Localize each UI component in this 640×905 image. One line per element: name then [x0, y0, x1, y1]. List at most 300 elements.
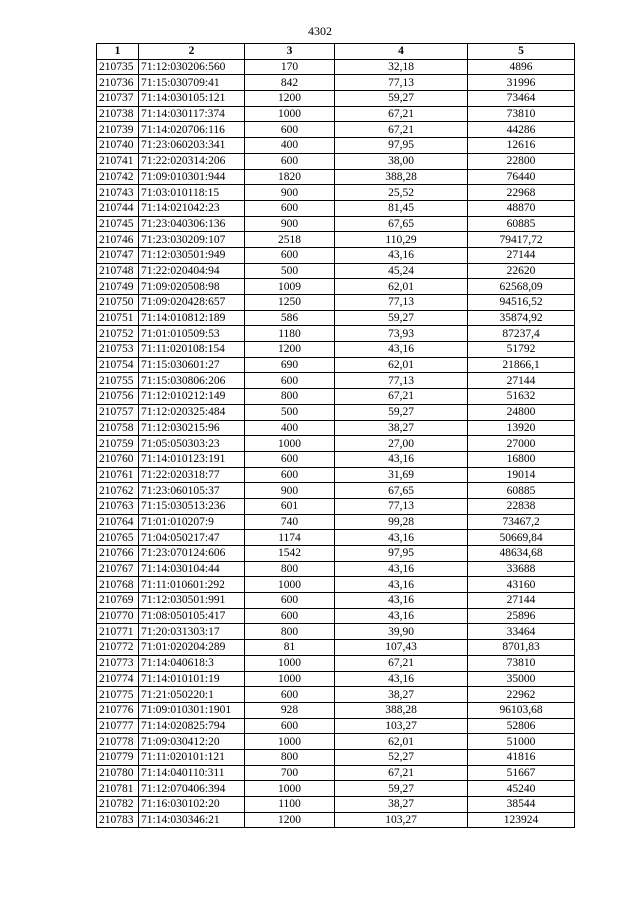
table-row — [97, 295, 575, 311]
value-cell: 31996 — [468, 75, 575, 91]
rate-cell: 103,27 — [335, 812, 468, 828]
row-number-cell: 210751 — [97, 310, 139, 326]
rate-cell: 103,27 — [335, 718, 468, 734]
row-number-cell: 210770 — [97, 608, 139, 624]
cadastral-number-cell: 71:12:030215:96 — [139, 420, 245, 436]
rate-cell: 38,27 — [335, 420, 468, 436]
row-number-cell: 210767 — [97, 561, 139, 577]
value-cell: 51792 — [468, 342, 575, 358]
table-row — [97, 310, 575, 326]
header-row — [97, 44, 575, 60]
cadastral-number-cell: 71:22:020314:206 — [139, 153, 245, 169]
table-row — [97, 655, 575, 671]
cadastral-number-cell: 71:23:030209:107 — [139, 232, 245, 248]
value-cell: 13920 — [468, 420, 575, 436]
row-number-cell: 210757 — [97, 404, 139, 420]
value-cell: 48634,68 — [468, 546, 575, 562]
row-number-cell: 210774 — [97, 671, 139, 687]
cadastral-number-cell: 71:15:030513:236 — [139, 498, 245, 514]
table-row — [97, 781, 575, 797]
value-cell: 123924 — [468, 812, 575, 828]
table-row — [97, 357, 575, 373]
value-cell: 41816 — [468, 749, 575, 765]
rate-cell: 59,27 — [335, 310, 468, 326]
row-number-cell: 210741 — [97, 153, 139, 169]
row-number-cell: 210747 — [97, 247, 139, 263]
value-cell: 35000 — [468, 671, 575, 687]
area-cell: 690 — [245, 357, 335, 373]
cadastral-number-cell: 71:23:060105:37 — [139, 483, 245, 499]
rate-cell: 38,27 — [335, 687, 468, 703]
value-cell: 33464 — [468, 624, 575, 640]
value-cell: 62568,09 — [468, 279, 575, 295]
rate-cell: 67,21 — [335, 389, 468, 405]
table-row — [97, 153, 575, 169]
value-cell: 60885 — [468, 483, 575, 499]
rate-cell: 25,52 — [335, 185, 468, 201]
rate-cell: 67,21 — [335, 765, 468, 781]
table-row — [97, 373, 575, 389]
area-cell: 842 — [245, 75, 335, 91]
row-number-cell: 210779 — [97, 749, 139, 765]
table-row — [97, 640, 575, 656]
cadastral-number-cell: 71:12:020325:484 — [139, 404, 245, 420]
rate-cell: 388,28 — [335, 702, 468, 718]
cadastral-number-cell: 71:12:070406:394 — [139, 781, 245, 797]
rate-cell: 43,16 — [335, 342, 468, 358]
area-cell: 800 — [245, 561, 335, 577]
area-cell: 600 — [245, 153, 335, 169]
table-row — [97, 185, 575, 201]
table-row — [97, 687, 575, 703]
cadastral-number-cell: 71:20:031303:17 — [139, 624, 245, 640]
table-row — [97, 389, 575, 405]
rate-cell: 62,01 — [335, 279, 468, 295]
rate-cell: 67,65 — [335, 483, 468, 499]
table-row — [97, 200, 575, 216]
area-cell: 600 — [245, 247, 335, 263]
value-cell: 27000 — [468, 436, 575, 452]
area-cell: 600 — [245, 122, 335, 138]
row-number-cell: 210776 — [97, 702, 139, 718]
table-row — [97, 263, 575, 279]
value-cell: 22968 — [468, 185, 575, 201]
value-cell: 45240 — [468, 781, 575, 797]
row-number-cell: 210764 — [97, 514, 139, 530]
rate-cell: 67,21 — [335, 122, 468, 138]
rate-cell: 43,16 — [335, 608, 468, 624]
cadastral-number-cell: 71:09:020428:657 — [139, 295, 245, 311]
cadastral-number-cell: 71:08:050105:417 — [139, 608, 245, 624]
area-cell: 170 — [245, 59, 335, 75]
area-cell: 500 — [245, 404, 335, 420]
rate-cell: 43,16 — [335, 451, 468, 467]
value-cell: 33688 — [468, 561, 575, 577]
table-row — [97, 169, 575, 185]
area-cell: 900 — [245, 185, 335, 201]
rate-cell: 43,16 — [335, 561, 468, 577]
area-cell: 400 — [245, 138, 335, 154]
value-cell: 51000 — [468, 734, 575, 750]
value-cell: 51632 — [468, 389, 575, 405]
area-cell: 600 — [245, 608, 335, 624]
value-cell: 73464 — [468, 91, 575, 107]
area-cell: 740 — [245, 514, 335, 530]
value-cell: 27144 — [468, 247, 575, 263]
rate-cell: 97,95 — [335, 546, 468, 562]
table-row — [97, 247, 575, 263]
value-cell: 50669,84 — [468, 530, 575, 546]
area-cell: 600 — [245, 200, 335, 216]
table-row — [97, 734, 575, 750]
row-number-cell: 210777 — [97, 718, 139, 734]
rate-cell: 45,24 — [335, 263, 468, 279]
rate-cell: 67,21 — [335, 655, 468, 671]
value-cell: 73467,2 — [468, 514, 575, 530]
rate-cell: 52,27 — [335, 749, 468, 765]
column-header-4: 4 — [335, 44, 468, 60]
area-cell: 1000 — [245, 577, 335, 593]
value-cell: 94516,52 — [468, 295, 575, 311]
rate-cell: 43,16 — [335, 577, 468, 593]
rate-cell: 62,01 — [335, 357, 468, 373]
row-number-cell: 210742 — [97, 169, 139, 185]
row-number-cell: 210749 — [97, 279, 139, 295]
row-number-cell: 210758 — [97, 420, 139, 436]
rate-cell: 43,16 — [335, 671, 468, 687]
column-header-1: 1 — [97, 44, 139, 60]
table-row — [97, 75, 575, 91]
row-number-cell: 210782 — [97, 797, 139, 813]
cadastral-number-cell: 71:09:010301:1901 — [139, 702, 245, 718]
table-row — [97, 420, 575, 436]
cadastral-number-cell: 71:15:030709:41 — [139, 75, 245, 91]
area-cell: 800 — [245, 389, 335, 405]
table-row — [97, 216, 575, 232]
row-number-cell: 210766 — [97, 546, 139, 562]
area-cell: 81 — [245, 640, 335, 656]
row-number-cell: 210746 — [97, 232, 139, 248]
table-row — [97, 546, 575, 562]
cadastral-number-cell: 71:14:010101:19 — [139, 671, 245, 687]
area-cell: 600 — [245, 687, 335, 703]
row-number-cell: 210745 — [97, 216, 139, 232]
row-number-cell: 210759 — [97, 436, 139, 452]
page-number: 4302 — [308, 24, 332, 38]
cadastral-number-cell: 71:11:010601:292 — [139, 577, 245, 593]
cadastral-number-cell: 71:23:060203:341 — [139, 138, 245, 154]
cadastral-number-cell: 71:14:040110:311 — [139, 765, 245, 781]
value-cell: 22962 — [468, 687, 575, 703]
rate-cell: 77,13 — [335, 75, 468, 91]
rate-cell: 38,27 — [335, 797, 468, 813]
value-cell: 52806 — [468, 718, 575, 734]
area-cell: 1000 — [245, 655, 335, 671]
cadastral-number-cell: 71:01:020204:289 — [139, 640, 245, 656]
rate-cell: 43,16 — [335, 247, 468, 263]
rate-cell: 43,16 — [335, 593, 468, 609]
row-number-cell: 210737 — [97, 91, 139, 107]
row-number-cell: 210755 — [97, 373, 139, 389]
row-number-cell: 210738 — [97, 106, 139, 122]
cadastral-number-cell: 71:14:030117:374 — [139, 106, 245, 122]
table-row — [97, 498, 575, 514]
row-number-cell: 210750 — [97, 295, 139, 311]
cadastral-number-cell: 71:09:030412:20 — [139, 734, 245, 750]
cadastral-number-cell: 71:14:030105:121 — [139, 91, 245, 107]
area-cell: 1250 — [245, 295, 335, 311]
row-number-cell: 210783 — [97, 812, 139, 828]
row-number-cell: 210778 — [97, 734, 139, 750]
value-cell: 8701,83 — [468, 640, 575, 656]
area-cell: 600 — [245, 467, 335, 483]
table-row — [97, 91, 575, 107]
cadastral-number-cell: 71:22:020404:94 — [139, 263, 245, 279]
value-cell: 60885 — [468, 216, 575, 232]
table-row — [97, 514, 575, 530]
rate-cell: 32,18 — [335, 59, 468, 75]
rate-cell: 99,28 — [335, 514, 468, 530]
area-cell: 601 — [245, 498, 335, 514]
area-cell: 500 — [245, 263, 335, 279]
row-number-cell: 210760 — [97, 451, 139, 467]
value-cell: 51667 — [468, 765, 575, 781]
table-row — [97, 671, 575, 687]
table-row — [97, 608, 575, 624]
rate-cell: 59,27 — [335, 781, 468, 797]
cadastral-number-cell: 71:15:030601:27 — [139, 357, 245, 373]
cadastral-number-cell: 71:23:040306:136 — [139, 216, 245, 232]
rate-cell: 27,00 — [335, 436, 468, 452]
value-cell: 27144 — [468, 593, 575, 609]
value-cell: 73810 — [468, 655, 575, 671]
table-row — [97, 624, 575, 640]
value-cell: 22800 — [468, 153, 575, 169]
cadastral-number-cell: 71:09:010301:944 — [139, 169, 245, 185]
value-cell: 48870 — [468, 200, 575, 216]
table-row — [97, 59, 575, 75]
table-row — [97, 530, 575, 546]
rate-cell: 38,00 — [335, 153, 468, 169]
area-cell: 1000 — [245, 734, 335, 750]
cadastral-number-cell: 71:14:020706:116 — [139, 122, 245, 138]
table-row — [97, 404, 575, 420]
cadastral-number-cell: 71:12:030501:991 — [139, 593, 245, 609]
row-number-cell: 210739 — [97, 122, 139, 138]
cadastral-number-cell: 71:09:020508:98 — [139, 279, 245, 295]
value-cell: 22838 — [468, 498, 575, 514]
area-cell: 1174 — [245, 530, 335, 546]
cadastral-number-cell: 71:03:010118:15 — [139, 185, 245, 201]
row-number-cell: 210768 — [97, 577, 139, 593]
table-row — [97, 138, 575, 154]
row-number-cell: 210753 — [97, 342, 139, 358]
value-cell: 24800 — [468, 404, 575, 420]
area-cell: 600 — [245, 451, 335, 467]
rate-cell: 388,28 — [335, 169, 468, 185]
cadastral-number-cell: 71:04:050217:47 — [139, 530, 245, 546]
table-row — [97, 702, 575, 718]
table-body — [97, 59, 575, 828]
rate-cell: 77,13 — [335, 295, 468, 311]
value-cell: 35874,92 — [468, 310, 575, 326]
cadastral-number-cell: 71:21:050220:1 — [139, 687, 245, 703]
row-number-cell: 210765 — [97, 530, 139, 546]
area-cell: 1200 — [245, 91, 335, 107]
row-number-cell: 210748 — [97, 263, 139, 279]
cadastral-number-cell: 71:16:030102:20 — [139, 797, 245, 813]
value-cell: 16800 — [468, 451, 575, 467]
table-row — [97, 483, 575, 499]
rate-cell: 59,27 — [335, 404, 468, 420]
row-number-cell: 210771 — [97, 624, 139, 640]
area-cell: 400 — [245, 420, 335, 436]
table-row — [97, 467, 575, 483]
area-cell: 1009 — [245, 279, 335, 295]
table-row — [97, 812, 575, 828]
cadastral-number-cell: 71:14:010123:191 — [139, 451, 245, 467]
cadastral-number-cell: 71:14:030346:21 — [139, 812, 245, 828]
value-cell: 87237,4 — [468, 326, 575, 342]
row-number-cell: 210769 — [97, 593, 139, 609]
row-number-cell: 210775 — [97, 687, 139, 703]
table-row — [97, 718, 575, 734]
table-row — [97, 326, 575, 342]
cadastral-number-cell: 71:22:020318:77 — [139, 467, 245, 483]
rate-cell: 39,90 — [335, 624, 468, 640]
area-cell: 1000 — [245, 106, 335, 122]
data-table — [96, 43, 575, 828]
value-cell: 79417,72 — [468, 232, 575, 248]
area-cell: 1180 — [245, 326, 335, 342]
area-cell: 800 — [245, 624, 335, 640]
row-number-cell: 210754 — [97, 357, 139, 373]
table-row — [97, 232, 575, 248]
cadastral-number-cell: 71:14:020825:794 — [139, 718, 245, 734]
area-cell: 600 — [245, 593, 335, 609]
cadastral-number-cell: 71:12:030206:560 — [139, 59, 245, 75]
value-cell: 73810 — [468, 106, 575, 122]
value-cell: 25896 — [468, 608, 575, 624]
table-row — [97, 436, 575, 452]
row-number-cell: 210762 — [97, 483, 139, 499]
value-cell: 44286 — [468, 122, 575, 138]
cadastral-number-cell: 71:01:010509:53 — [139, 326, 245, 342]
table-row — [97, 593, 575, 609]
row-number-cell: 210744 — [97, 200, 139, 216]
table-row — [97, 106, 575, 122]
area-cell: 1200 — [245, 342, 335, 358]
rate-cell: 73,93 — [335, 326, 468, 342]
area-cell: 928 — [245, 702, 335, 718]
rate-cell: 110,29 — [335, 232, 468, 248]
value-cell: 76440 — [468, 169, 575, 185]
area-cell: 586 — [245, 310, 335, 326]
area-cell: 900 — [245, 483, 335, 499]
cadastral-number-cell: 71:11:020108:154 — [139, 342, 245, 358]
area-cell: 2518 — [245, 232, 335, 248]
cadastral-number-cell: 71:12:010212:149 — [139, 389, 245, 405]
rate-cell: 107,43 — [335, 640, 468, 656]
row-number-cell: 210752 — [97, 326, 139, 342]
value-cell: 22620 — [468, 263, 575, 279]
area-cell: 1100 — [245, 797, 335, 813]
column-header-3: 3 — [245, 44, 335, 60]
table-row — [97, 797, 575, 813]
value-cell: 4896 — [468, 59, 575, 75]
area-cell: 600 — [245, 718, 335, 734]
area-cell: 700 — [245, 765, 335, 781]
row-number-cell: 210736 — [97, 75, 139, 91]
rate-cell: 59,27 — [335, 91, 468, 107]
cadastral-number-cell: 71:01:010207:9 — [139, 514, 245, 530]
cadastral-number-cell: 71:14:010812:189 — [139, 310, 245, 326]
rate-cell: 77,13 — [335, 373, 468, 389]
column-header-2: 2 — [139, 44, 245, 60]
table-row — [97, 577, 575, 593]
rate-cell: 43,16 — [335, 530, 468, 546]
row-number-cell: 210773 — [97, 655, 139, 671]
value-cell: 27144 — [468, 373, 575, 389]
rate-cell: 67,21 — [335, 106, 468, 122]
rate-cell: 62,01 — [335, 734, 468, 750]
table-row — [97, 122, 575, 138]
value-cell: 21866,1 — [468, 357, 575, 373]
area-cell: 900 — [245, 216, 335, 232]
area-cell: 1000 — [245, 671, 335, 687]
rate-cell: 31,69 — [335, 467, 468, 483]
row-number-cell: 210743 — [97, 185, 139, 201]
row-number-cell: 210756 — [97, 389, 139, 405]
value-cell: 38544 — [468, 797, 575, 813]
table-row — [97, 451, 575, 467]
rate-cell: 81,45 — [335, 200, 468, 216]
value-cell: 96103,68 — [468, 702, 575, 718]
row-number-cell: 210781 — [97, 781, 139, 797]
value-cell: 19014 — [468, 467, 575, 483]
rate-cell: 67,65 — [335, 216, 468, 232]
table-row — [97, 749, 575, 765]
area-cell: 1000 — [245, 436, 335, 452]
row-number-cell: 210740 — [97, 138, 139, 154]
cadastral-number-cell: 71:14:021042:23 — [139, 200, 245, 216]
row-number-cell: 210761 — [97, 467, 139, 483]
table-row — [97, 279, 575, 295]
cadastral-number-cell: 71:23:070124:606 — [139, 546, 245, 562]
row-number-cell: 210735 — [97, 59, 139, 75]
row-number-cell: 210772 — [97, 640, 139, 656]
area-cell: 1000 — [245, 781, 335, 797]
column-header-5: 5 — [468, 44, 575, 60]
row-number-cell: 210780 — [97, 765, 139, 781]
value-cell: 12616 — [468, 138, 575, 154]
cadastral-number-cell: 71:14:030104:44 — [139, 561, 245, 577]
rate-cell: 97,95 — [335, 138, 468, 154]
table-row — [97, 342, 575, 358]
area-cell: 1820 — [245, 169, 335, 185]
area-cell: 1542 — [245, 546, 335, 562]
cadastral-number-cell: 71:11:020101:121 — [139, 749, 245, 765]
table-row — [97, 561, 575, 577]
table-row — [97, 765, 575, 781]
value-cell: 43160 — [468, 577, 575, 593]
cadastral-number-cell: 71:15:030806:206 — [139, 373, 245, 389]
cadastral-number-cell: 71:05:050303:23 — [139, 436, 245, 452]
cadastral-number-cell: 71:12:030501:949 — [139, 247, 245, 263]
row-number-cell: 210763 — [97, 498, 139, 514]
cadastral-number-cell: 71:14:040618:3 — [139, 655, 245, 671]
area-cell: 600 — [245, 373, 335, 389]
